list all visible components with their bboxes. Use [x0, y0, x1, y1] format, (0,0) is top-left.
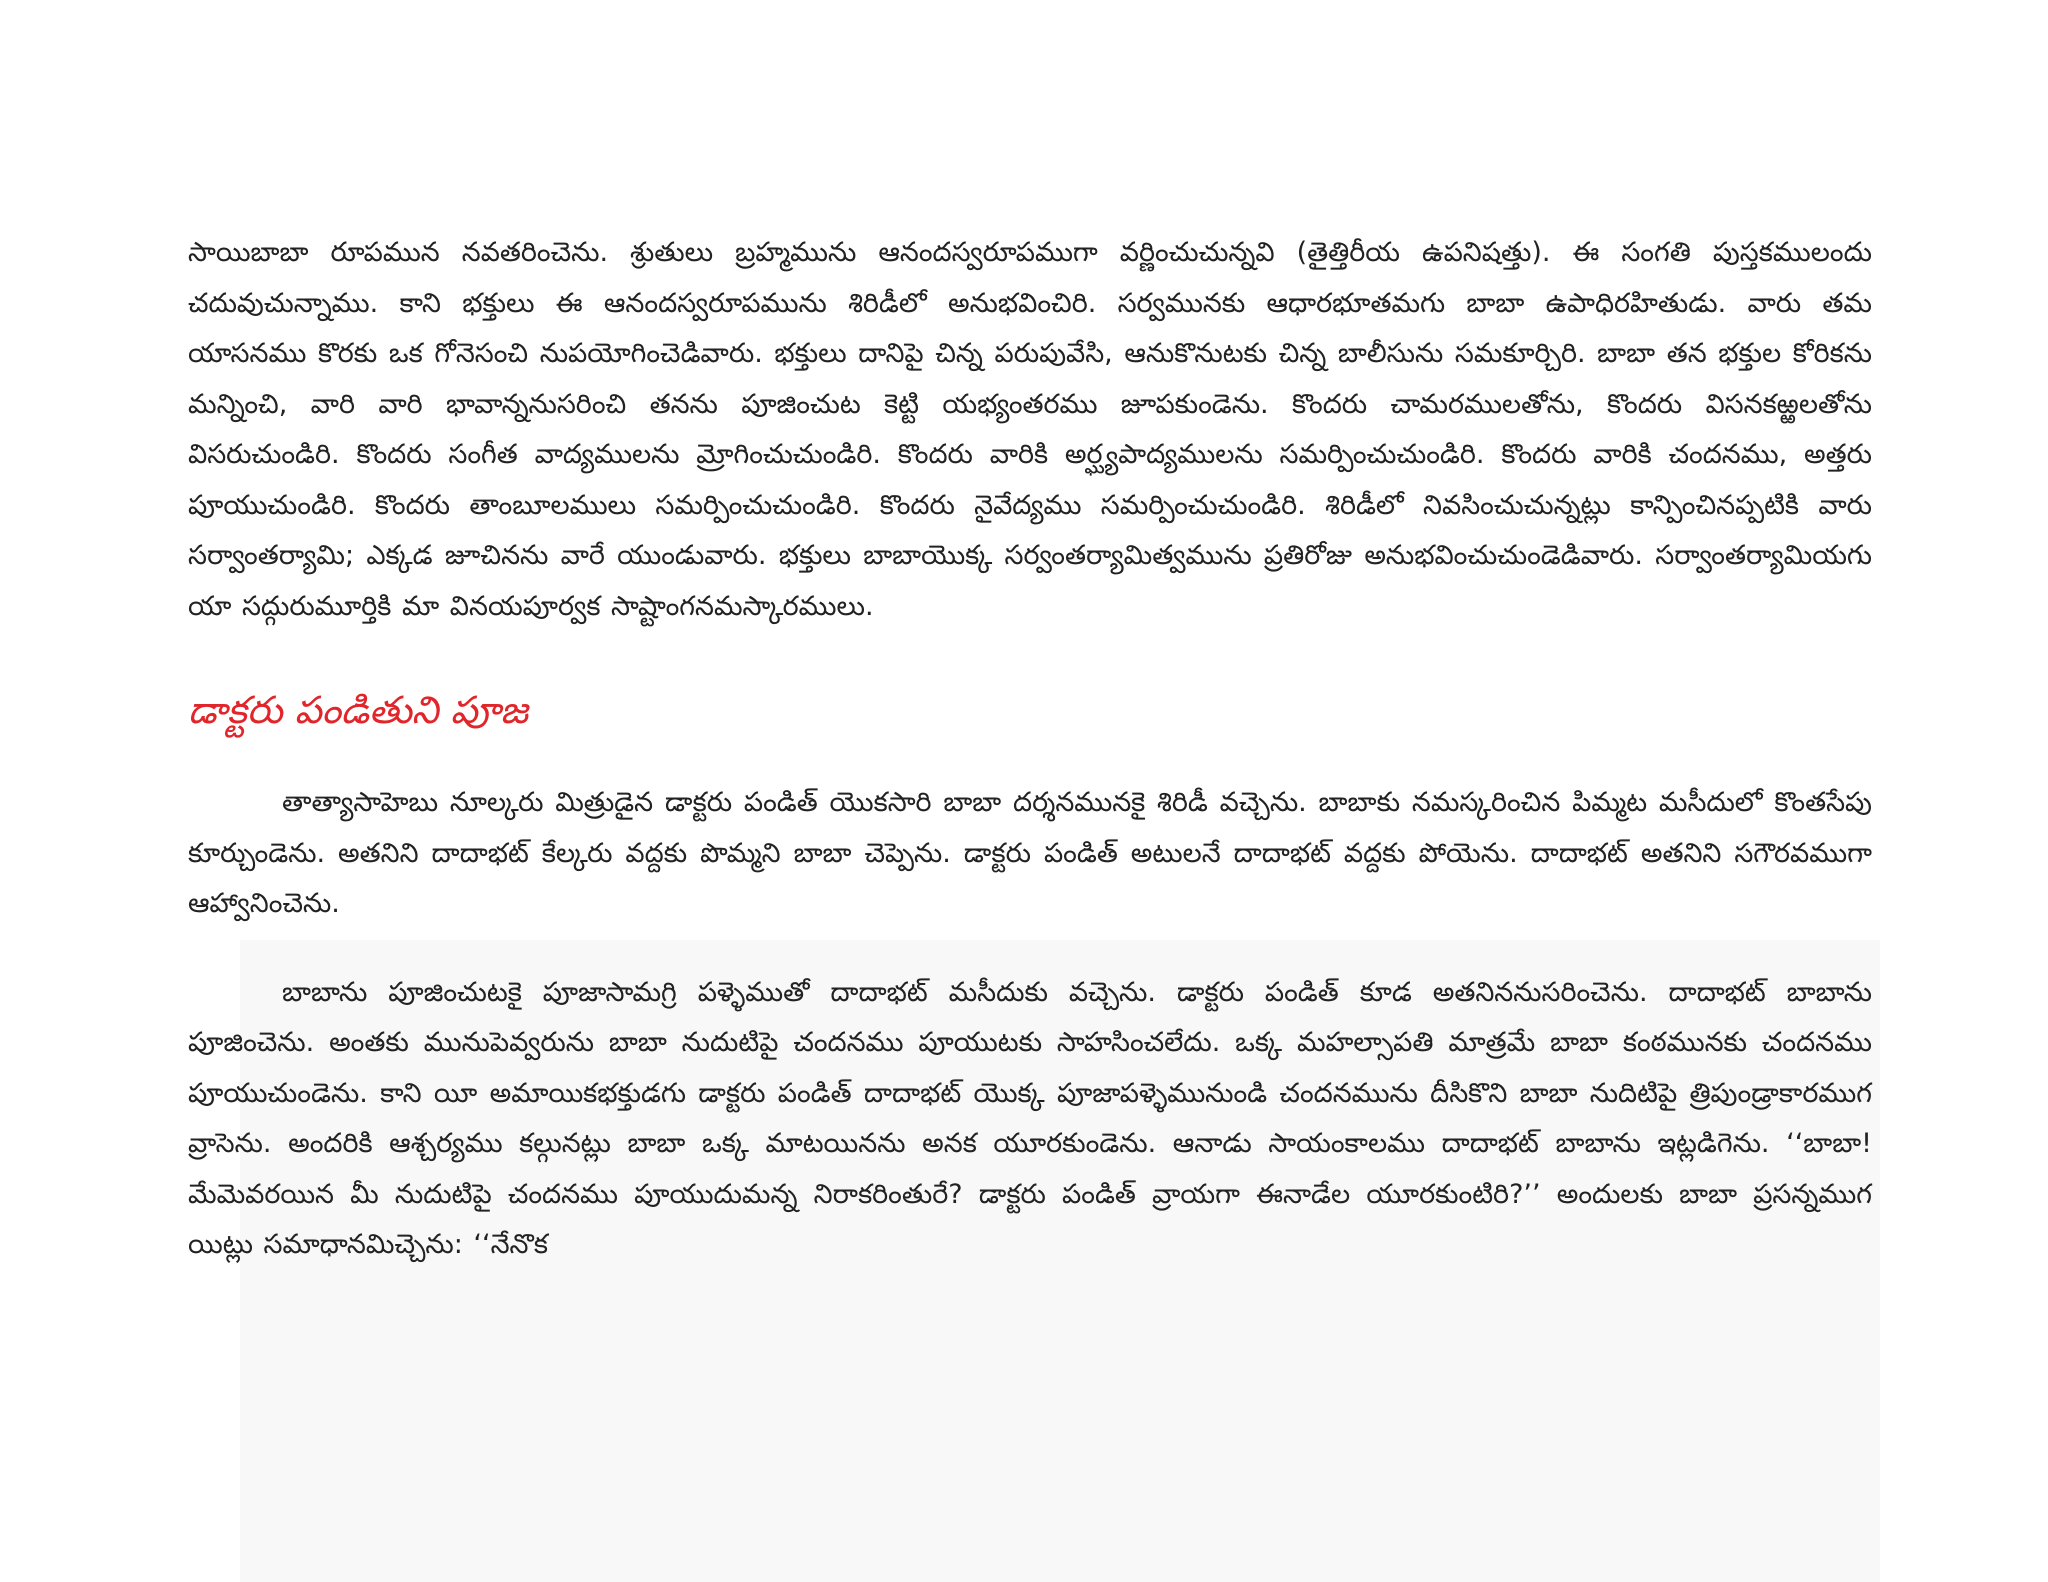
paragraph-2: తాత్యాసాహెబు నూల్కరు మిత్రుడైన డాక్టరు పండిత్ యొకసారి బాబా దర్శనమునకై శిరిడీ వచ్చెను. బాబాకు నమస్కరించిన పిమ్మట మసీదులో కొంతసేపు కూర్చుండెను. అతనిని దాదాభట్ కేల్కరు వద్దకు పొమ్మని బాబా చెప్పెను. డాక్టరు పండిత్ అటులనే దాదాభట్ వద్దకు పోయెను. దాదాభట్ అతనిని సగౌరవముగా ఆహ్వానించెను. [188, 787, 1872, 919]
section-body [188, 778, 1872, 1271]
intro-paragraph: సాయిబాబా రూపమున నవతరించెను. శ్రుతులు బ్రహ్మమును ఆనందస్వరూపముగా వర్ణించుచున్నవి (తైత్తిరీయ ఉపనిషత్తు). ఈ సంగతి పుస్తకములందు చదువుచున్నాము. కాని భక్తులు ఈ ఆనందస్వరూపమును శిరిడీలో అనుభవించిరి. సర్వమునకు ఆధారభూతమగు బాబా ఉపాధిరహితుడు. వారు తమ యాసనము కొరకు ఒక గోనెసంచి నుపయోగించెడివారు. భక్తులు దానిపై చిన్న పరుపువేసి, ఆనుకొనుటకు చిన్న బాలీసును సమకూర్చిరి. బాబా తన భక్తుల కోరికను మన్నించి, వారి వారి భావాన్ననుసరించి తనను పూజించుట కెట్టి యభ్యంతరము జూపకుండెను. కొందరు చామరములతోను, కొందరు విసనకఱ్ఱలతోను విసరుచుండిరి. కొందరు సంగీత వాద్యములను మ్రోగించుచుండిరి. కొందరు వారికి అర్ఘ్యపాద్యములను సమర్పించుచుండిరి. కొందరు వారికి చందనము, అత్తరు పూయుచుండిరి. కొందరు తాంబూలములు సమర్పించుచుండిరి. కొందరు నైవేద్యము సమర్పించుచుండిరి. శిరిడీలో నివసించుచున్నట్లు కాన్పించినప్పటికి వారు సర్వాంతర్యామి; ఎక్కడ జూచినను వారే యుండువారు. భక్తులు బాబాయొక్క సర్వంతర్యామిత్వమును ప్రతిరోజు అనుభవించుచుండెడివారు. సర్వాంతర్యామియగు యా సద్గురుమూర్తికి మా వినయపూర్వక సాష్టాంగనమస్కారములు. [188, 237, 1872, 622]
section-heading: డాక్టరు పండితుని పూజ [188, 688, 529, 732]
document-page [188, 228, 1872, 1271]
paragraph-3: బాబాను పూజించుటకై పూజాసామగ్రి పళ్ళెముతో దాదాభట్ మసీదుకు వచ్చెను. డాక్టరు పండిత్ కూడ అతనిననుసరించెను. దాదాభట్ బాబాను పూజించెను. అంతకు మునుపెవ్వరును బాబా నుదుటిపై చందనము పూయుటకు సాహసించలేదు. ఒక్క మహల్సాపతి మాత్రమే బాబా కంఠమునకు చందనము పూయుచుండెను. కాని యీ అమాయికభక్తుడగు డాక్టరు పండిత్ దాదాభట్ యొక్క పూజాపళ్ళెమునుండి చందనమును దీసికొని బాబా నుదిటిపై త్రిపుండ్రాకారముగ వ్రాసెను. అందరికి ఆశ్చర్యము కల్గునట్లు బాబా ఒక్క మాటయినను అనక యూరకుండెను. ఆనాడు సాయంకాలము దాదాభట్ బాబాను ఇట్లడిగెను. ‘‘బాబా! మేమెవరయిన మీ నుదుటిపై చందనము పూయుదుమన్న నిరాకరింతురే? డాక్టరు పండిత్ వ్రాయగా ఈనాడేల యూరకుంటిరి?’’ అందులకు బాబా ప్రసన్నముగ యిట్లు సమాధానమిచ్చెను: ‘‘నేనొక [188, 976, 1872, 1260]
